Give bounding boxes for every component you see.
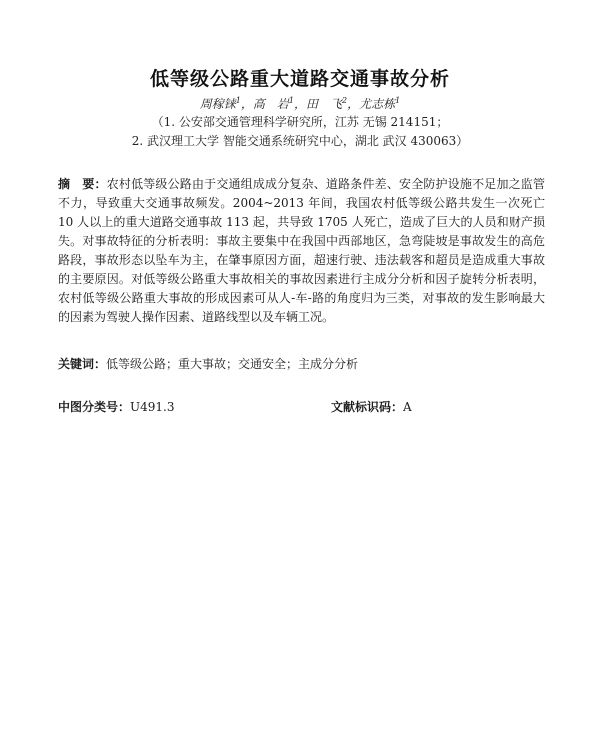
abstract-text: 农村低等级公路由于交通组成成分复杂、道路条件差、安全防护设施不足加之监管不力，导致重大交通事故频发。2004~2013 年间，我国农村低等级公路共发生一次死亡 10 人以上的重大道路交通事故 113 起，共导致 1705 人死亡，造成了巨大的人员和财产损失。对事故特征的分析表明：事故主要集中在我国中西部地区，急弯陡坡是事故发生的高危路段，事故形态以坠车为主，在肇事原因方面，超速行驶、违法载客和超员是造成重大事故的主要原因。对低等级公路重大事故相关的事故因素进行主成分分析和因子旋转分析表明，农村低等级公路重大事故的形成因素可从人-车-路的角度归为三类，对事故的发生影响最大的因素为驾驶人操作因素、道路线型以及车辆工况。 <box>58 177 545 324</box>
keywords-label: 关键词： <box>58 357 107 371</box>
abstract-label: 摘 要： <box>58 177 107 191</box>
affiliation-2: 2. 武汉理工大学 智能交通系统研究中心，湖北 武汉 430063） <box>131 134 469 148</box>
clc-number <box>58 398 174 415</box>
doccode-value: A <box>403 400 412 414</box>
clc-value: U491.3 <box>130 400 175 414</box>
author-name: 高 岩 <box>252 97 289 111</box>
abstract <box>58 175 545 327</box>
author-affil-mark: 1 <box>395 96 401 105</box>
author-name: 周稼铼 <box>199 97 236 111</box>
affiliation-1: （1. 公安部交通管理科学研究所，江苏 无锡 214151； <box>151 115 449 129</box>
keywords-text: 低等级公路；重大事故；交通安全；主成分分析 <box>106 357 359 371</box>
author-list: 周稼铼$^1$，高 岩$^1$，田 飞$^2$，尤志栋$^1$ <box>199 96 401 111</box>
author-name: 田 飞 <box>306 97 343 111</box>
doccode-label: 文献标识码： <box>331 400 404 414</box>
paper-title: 低等级公路重大道路交通事故分析 <box>149 68 450 90</box>
author-affil-mark: 2 <box>342 96 348 105</box>
author-affil-mark: 1 <box>235 96 241 105</box>
author-affil-mark: 1 <box>288 96 294 105</box>
author-name: 尤志栋 <box>359 97 396 111</box>
document-code <box>331 398 412 415</box>
clc-label: 中图分类号： <box>58 400 131 414</box>
keywords <box>58 355 545 372</box>
